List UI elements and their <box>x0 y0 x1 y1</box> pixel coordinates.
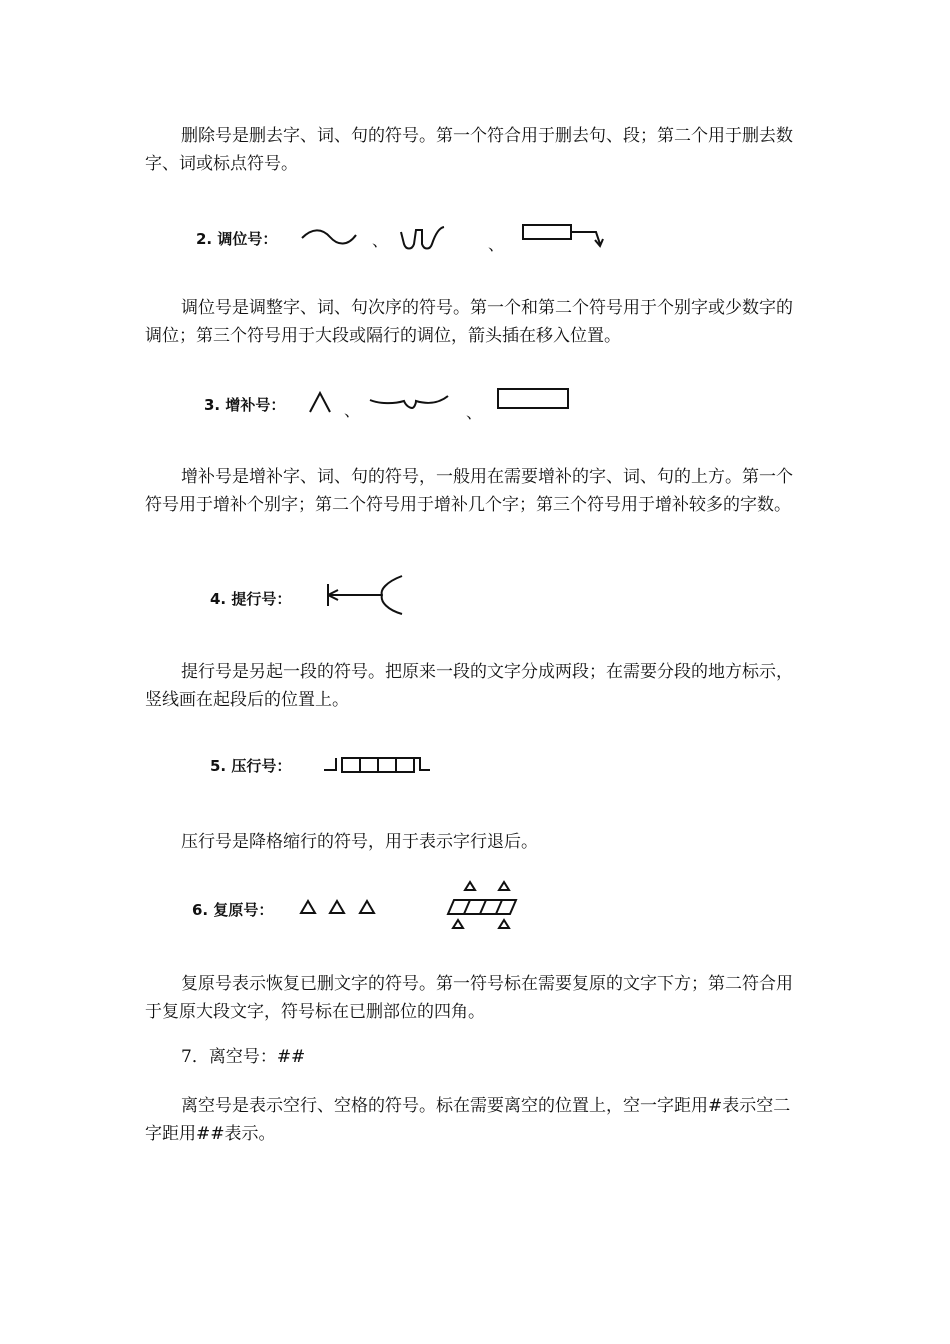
swap-box-arrow-icon <box>520 222 606 252</box>
separator-comma: 、 <box>372 231 389 250</box>
insertion-mark-label: 3. 增补号： <box>204 396 286 414</box>
separator-comma: 、 <box>488 235 505 254</box>
caret-insert-icon <box>308 390 332 414</box>
new-paragraph-mark-label: 4. 提行号： <box>210 590 292 608</box>
transposition-mark-label: 2. 调位号： <box>196 230 278 248</box>
indent-boxes-icon <box>322 752 434 776</box>
deletion-mark-description: 删除号是删去字、词、句的符号。第一个符合用于删去句、段；第二个用于删去数字、词或标点符号。 <box>145 126 793 174</box>
swap-loop-icon <box>398 224 460 252</box>
separator-comma: 、 <box>344 401 361 420</box>
spacing-mark-description: 离空号是表示空行、空格的符号。标在需要离空的位置上，空一字距用#表示空二字距用##表示。 <box>145 1096 791 1144</box>
insertion-mark-description: 增补号是增补字、词、句的符号，一般用在需要增补的字、词、句的上方。第一个符号用于增补个别字；第二个符号用于增补几个字；第三个符号用于增补较多的字数。 <box>145 467 793 515</box>
new-paragraph-mark-description: 提行号是另起一段的符号。把原来一段的文字分成两段；在需要分段的地方标示，竖线画在起段后的位置上。 <box>145 662 793 710</box>
brace-insert-icon <box>368 392 450 412</box>
transposition-mark-description: 调位号是调整字、词、句次序的符号。第一个和第二个符号用于个别字或少数字的调位；第三个符号用于大段或隔行的调位，箭头插在移入位置。 <box>145 298 793 346</box>
new-paragraph-icon <box>322 572 406 616</box>
swap-wave-icon <box>300 226 358 248</box>
restore-mark-label: 6. 复原号： <box>192 901 274 919</box>
restore-triangles-icon <box>298 898 380 916</box>
restore-block-icon <box>440 878 524 934</box>
box-insert-icon <box>496 386 572 412</box>
indent-mark-description: 压行号是降格缩行的符号，用于表示字行退后。 <box>181 832 538 852</box>
restore-mark-description: 复原号表示恢复已删文字的符号。第一符号标在需要复原的文字下方；第二符合用于复原大段文字，符号标在已删部位的四角。 <box>145 974 793 1022</box>
indent-mark-label: 5. 压行号： <box>210 757 292 775</box>
separator-comma: 、 <box>466 403 483 422</box>
spacing-mark-heading: 7．离空号：## <box>181 1047 306 1067</box>
